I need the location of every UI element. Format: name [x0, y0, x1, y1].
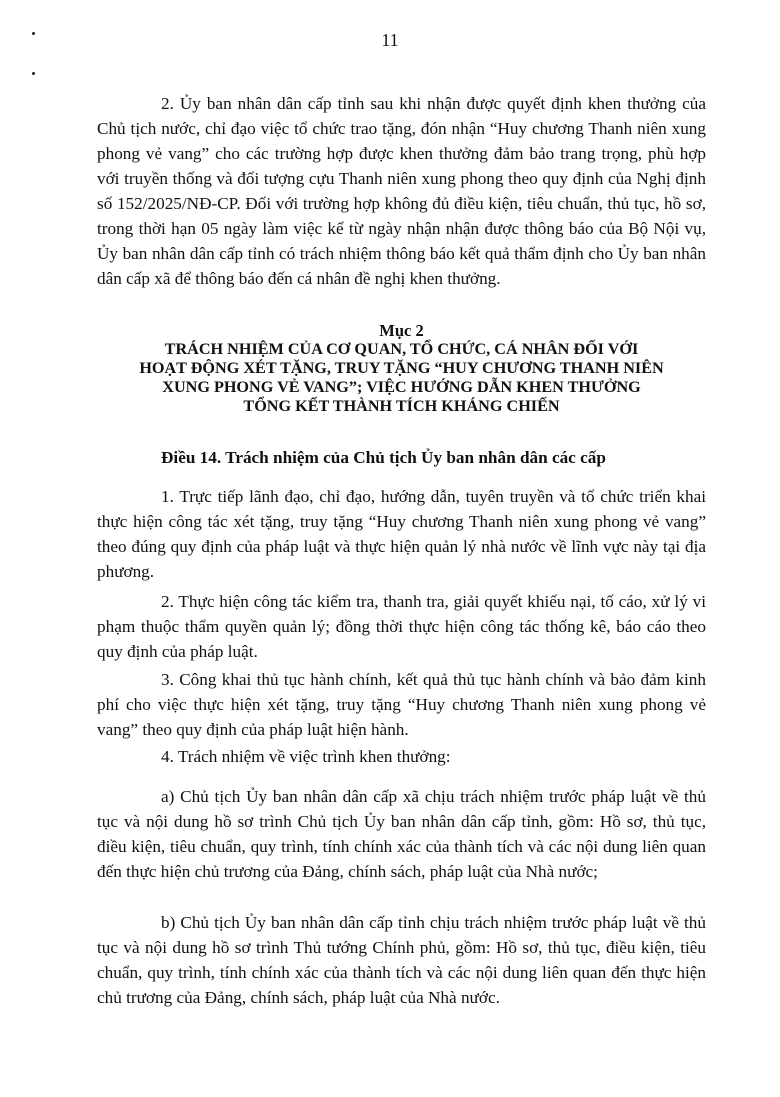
clause-3: 3. Công khai thủ tục hành chính, kết quả thủ tục hành chính và bảo đảm kinh phí cho việc thực hiện xét tặng, truy tặng “Huy chương Thanh niên xung phong vẻ vang” theo quy định của pháp luật hiện hành.: [97, 670, 706, 739]
scan-speck: [32, 72, 35, 75]
clause-1: 1. Trực tiếp lãnh đạo, chỉ đạo, hướng dẫn, tuyên truyền và tổ chức triển khai thực hiện công tác xét tặng, truy tặng “Huy chương Thanh niên xung phong vẻ vang” theo đúng quy định của pháp luật và thực hiện quản lý nhà nước về lĩnh vực này tại địa phương.: [97, 487, 706, 581]
clause-4a: a) Chủ tịch Ủy ban nhân dân cấp xã chịu trách nhiệm trước pháp luật về thủ tục và nội dung hồ sơ trình Chủ tịch Ủy ban nhân dân cấp tỉnh, gồm: Hồ sơ, thủ tục, điều kiện, tiêu chuẩn, quy trình, tính chính xác của thành tích và các nội dung liên quan đến thực hiện chủ trương của Đảng, chính sách, pháp luật của Nhà nước;: [97, 787, 706, 881]
clause-2: 2. Thực hiện công tác kiểm tra, thanh tra, giải quyết khiếu nại, tố cáo, xử lý vi phạm thuộc thẩm quyền quản lý; đồng thời thực hiện công tác thống kê, báo cáo theo quy định của pháp luật.: [97, 592, 706, 661]
clause-4b: b) Chủ tịch Ủy ban nhân dân cấp tỉnh chịu trách nhiệm trước pháp luật về thủ tục và nội dung hồ sơ trình Thủ tướng Chính phủ, gồm: Hồ sơ, thủ tục, điều kiện, tiêu chuẩn, quy trình, tính chính xác của thành tích và các nội dung liên quan đến thực hiện chủ trương của Đảng, chính sách, pháp luật của Nhà nước.: [97, 913, 706, 1007]
section-heading: [97, 321, 706, 416]
section-label: Mục 2: [379, 321, 424, 340]
article-heading: Điều 14. Trách nhiệm của Chủ tịch Ủy ban nhân dân các cấp: [161, 448, 606, 467]
clause-4: 4. Trách nhiệm về việc trình khen thưởng:: [161, 747, 451, 766]
page-number: 11: [381, 30, 399, 50]
paragraph-intro: 2. Ủy ban nhân dân cấp tỉnh sau khi nhận được quyết định khen thưởng của Chủ tịch nước, chỉ đạo việc tổ chức trao tặng, đón nhận “Huy chương Thanh niên xung phong vẻ vang” cho các trường hợp được khen thưởng đảm bảo trang trọng, phù hợp với truyền thống và đối tượng cựu Thanh niên xung phong theo quy định của Nghị định số 152/2025/NĐ-CP. Đối với trường hợp không đủ điều kiện, tiêu chuẩn, thủ tục, hồ sơ, trong thời hạn 05 ngày làm việc kể từ ngày nhận nhận được thông báo của Bộ Nội vụ, Ủy ban nhân dân cấp tỉnh có trách nhiệm thông báo kết quả thẩm định cho Ủy ban nhân dân cấp xã để thông báo đến cá nhân đề nghị khen thưởng.: [97, 94, 706, 288]
section-heading-line: HOẠT ĐỘNG XÉT TẶNG, TRUY TẶNG “HUY CHƯƠNG THANH NIÊN: [139, 359, 664, 377]
section-heading-line: TỔNG KẾT THÀNH TÍCH KHÁNG CHIẾN: [243, 397, 560, 415]
section-heading-line: XUNG PHONG VẺ VANG”; VIỆC HƯỚNG DẪN KHEN THƯỞNG: [162, 378, 641, 396]
section-heading-line: TRÁCH NHIỆM CỦA CƠ QUAN, TỔ CHỨC, CÁ NHÂN ĐỐI VỚI: [164, 340, 639, 358]
